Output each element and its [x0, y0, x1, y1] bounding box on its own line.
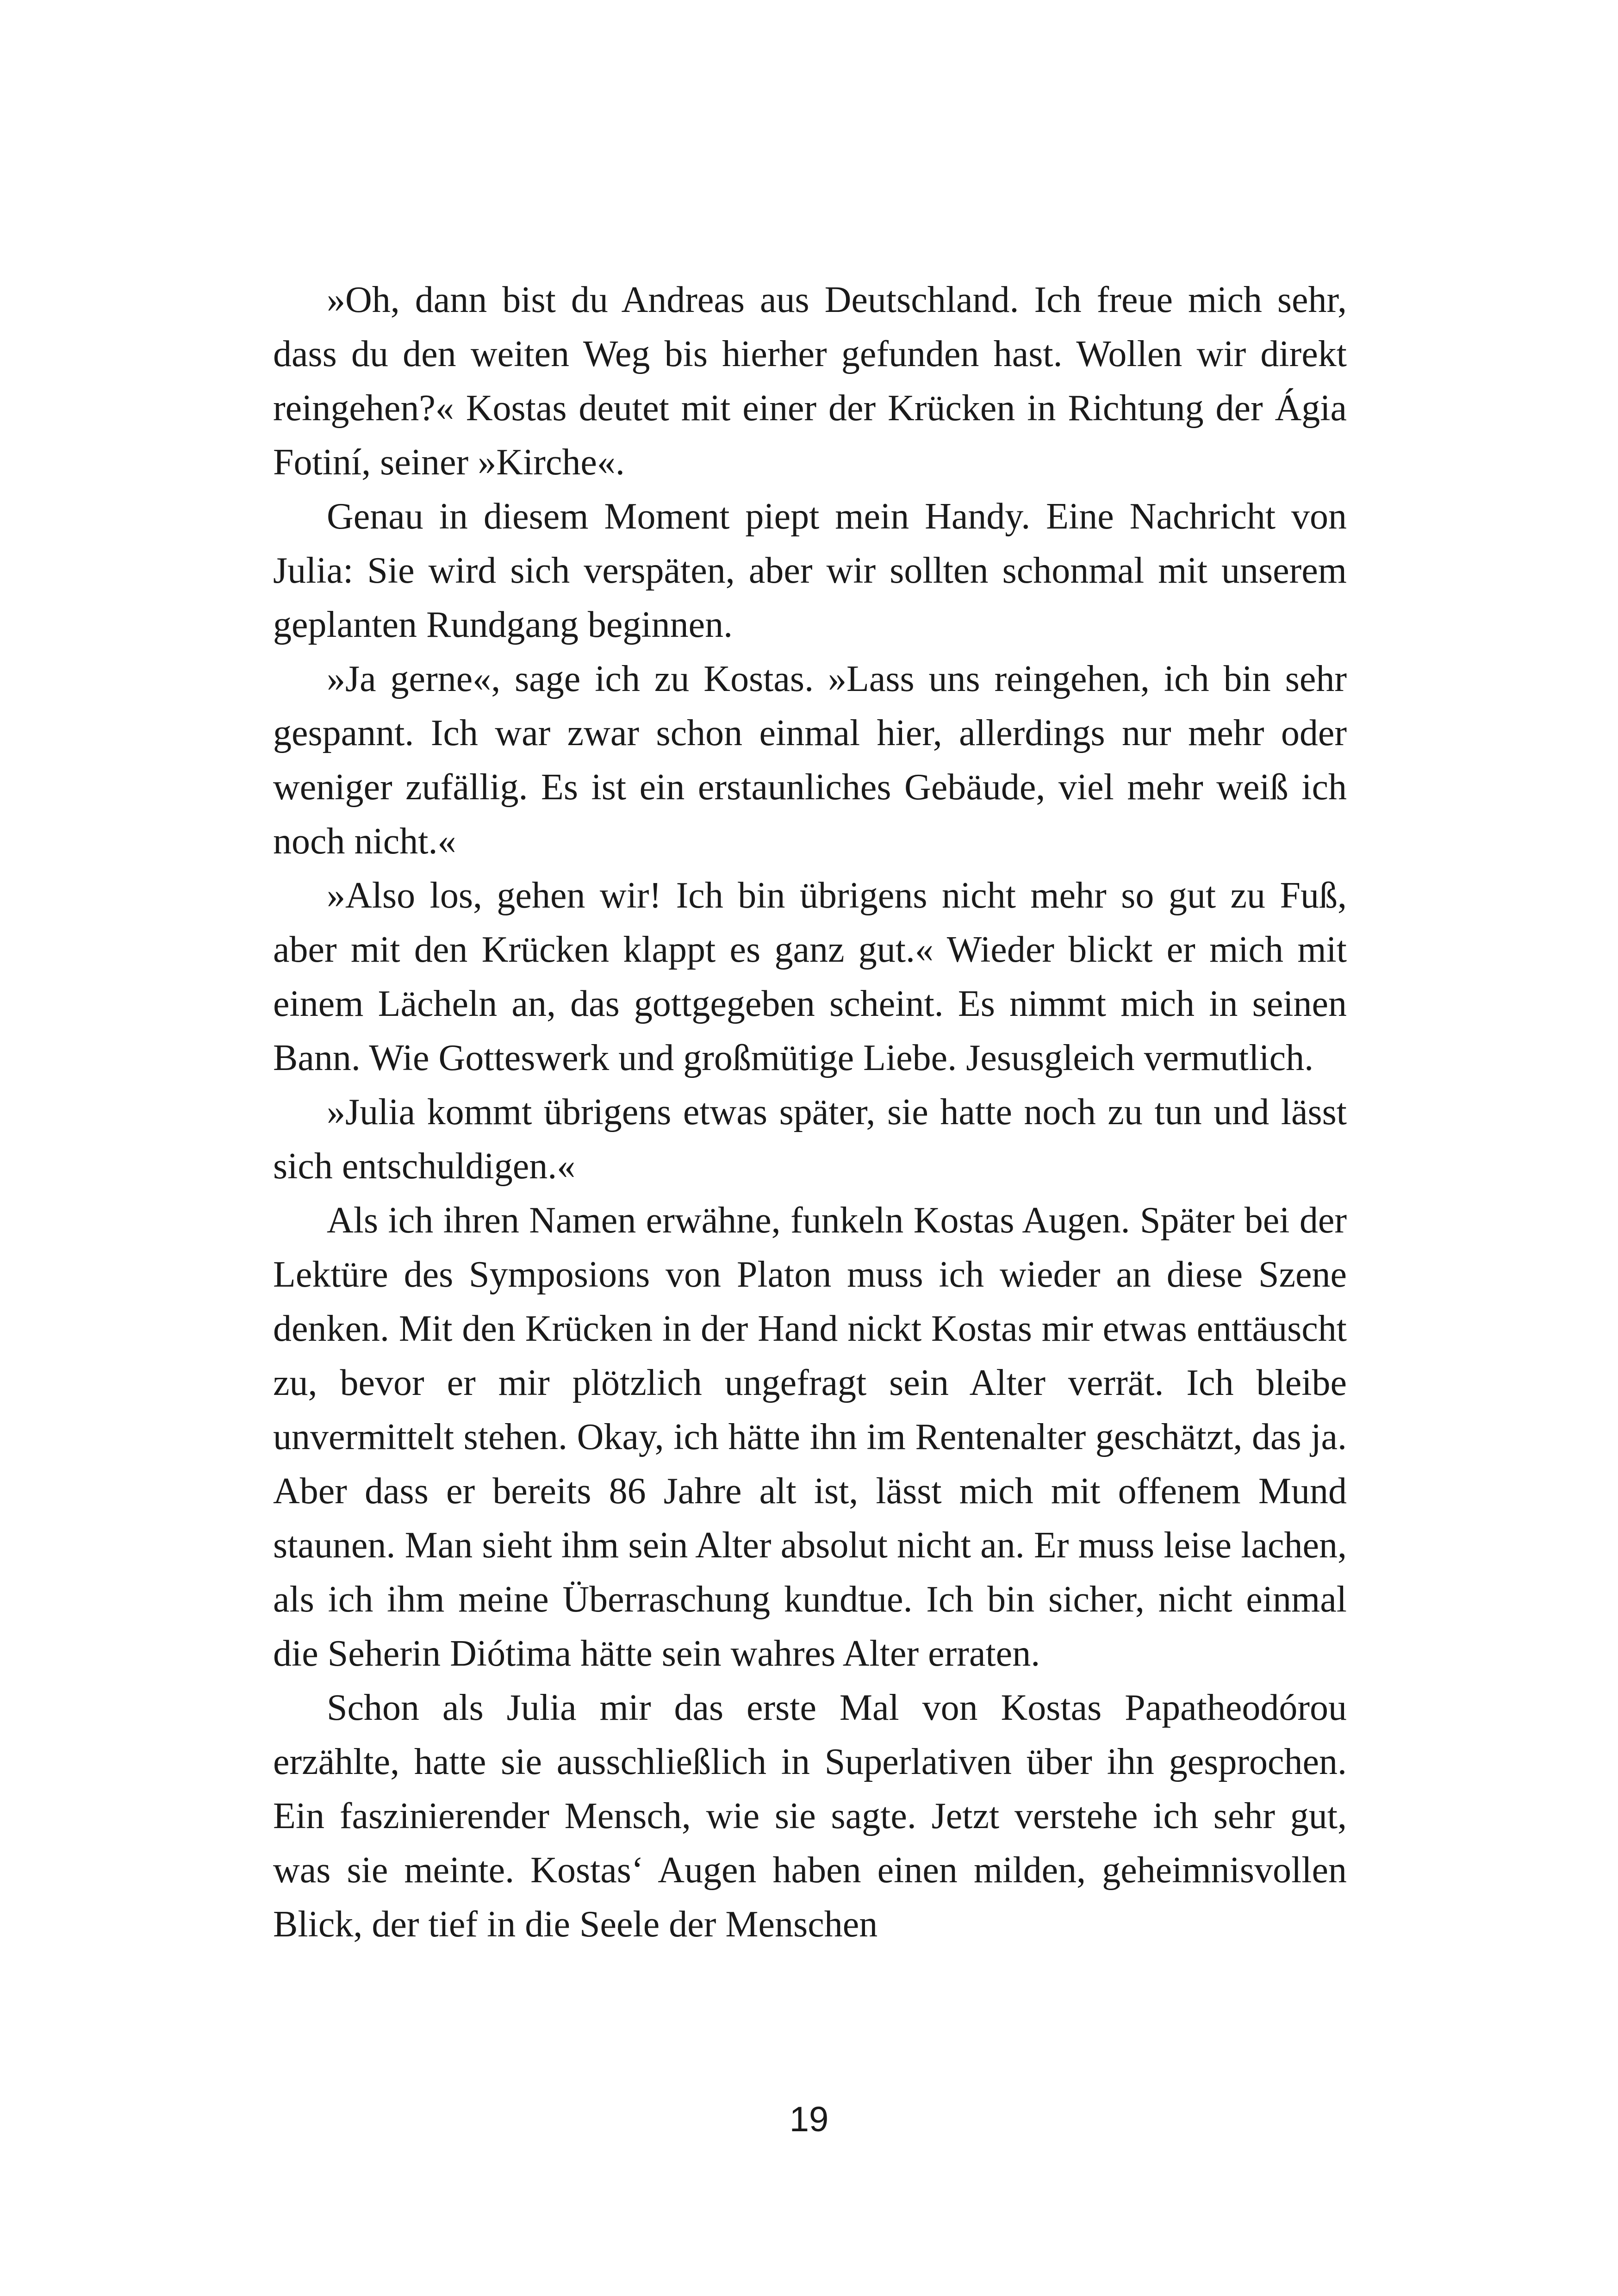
paragraph: »Ja gerne«, sage ich zu Kostas. »Lass uns reingehen, ich bin sehr gespannt. Ich war zwar schon einmal hier, allerdings nur mehr oder weniger zufällig. Es ist ein erstaunliches Gebäude, viel mehr weiß ich noch nicht.« [273, 659, 1347, 862]
paragraph: »Oh, dann bist du Andreas aus Deutschland. Ich freue mich sehr, dass du den weiten Weg bis hierher gefunden hast. Wollen wir direkt reingehen?« Kostas deutet mit einer der Krücken in Richtung der Ágia Fotiní, seiner »Kirche«. [273, 280, 1347, 483]
body-text [273, 273, 1347, 1952]
paragraph-continued: Schon als Julia mir das erste Mal von Kostas Papatheodórou erzählte, hatte sie ausschließlich in Superlativen über ihn gesprochen. Ein faszinierender Mensch, wie sie sagte. Jetzt verstehe ich sehr gut, was sie meinte. Kostas‘ Augen haben einen milden, geheimnisvollen Blick, der tief in die Seele der Menschen [273, 1687, 1347, 1945]
paragraph: »Julia kommt übrigens etwas später, sie hatte noch zu tun und lässt sich entschuldigen.« [273, 1092, 1347, 1187]
paragraph: Genau in diesem Moment piept mein Handy. Eine Nachricht von Julia: Sie wird sich verspäten, aber wir sollten schonmal mit unserem geplanten Rundgang beginnen. [273, 496, 1347, 645]
paragraph: Als ich ihren Namen erwähne, funkeln Kostas Augen. Später bei der Lektüre des Symposions von Platon muss ich wieder an diese Szene denken. Mit den Krücken in der Hand nickt Kostas mir etwas enttäuscht zu, bevor er mir plötzlich ungefragt sein Alter verrät. Ich bleibe unvermittelt stehen. Okay, ich hätte ihn im Rentenalter geschätzt, das ja. Aber dass er bereits 86 Jahre alt ist, lässt mich mit offenem Mund staunen. Man sieht ihm sein Alter absolut nicht an. Er muss leise lachen, als ich ihm meine Überraschung kundtue. Ich bin sicher, nicht einmal die Seherin Diótima hätte sein wahres Alter erraten. [273, 1200, 1347, 1674]
paragraph: »Also los, gehen wir! Ich bin übrigens nicht mehr so gut zu Fuß, aber mit den Krücken klappt es ganz gut.« Wieder blickt er mich mit einem Lächeln an, das gottgegeben scheint. Es nimmt mich in seinen Bann. Wie Gotteswerk und großmütige Liebe. Jesusgleich vermutlich. [273, 875, 1347, 1078]
page-number: 19 [789, 2100, 829, 2139]
